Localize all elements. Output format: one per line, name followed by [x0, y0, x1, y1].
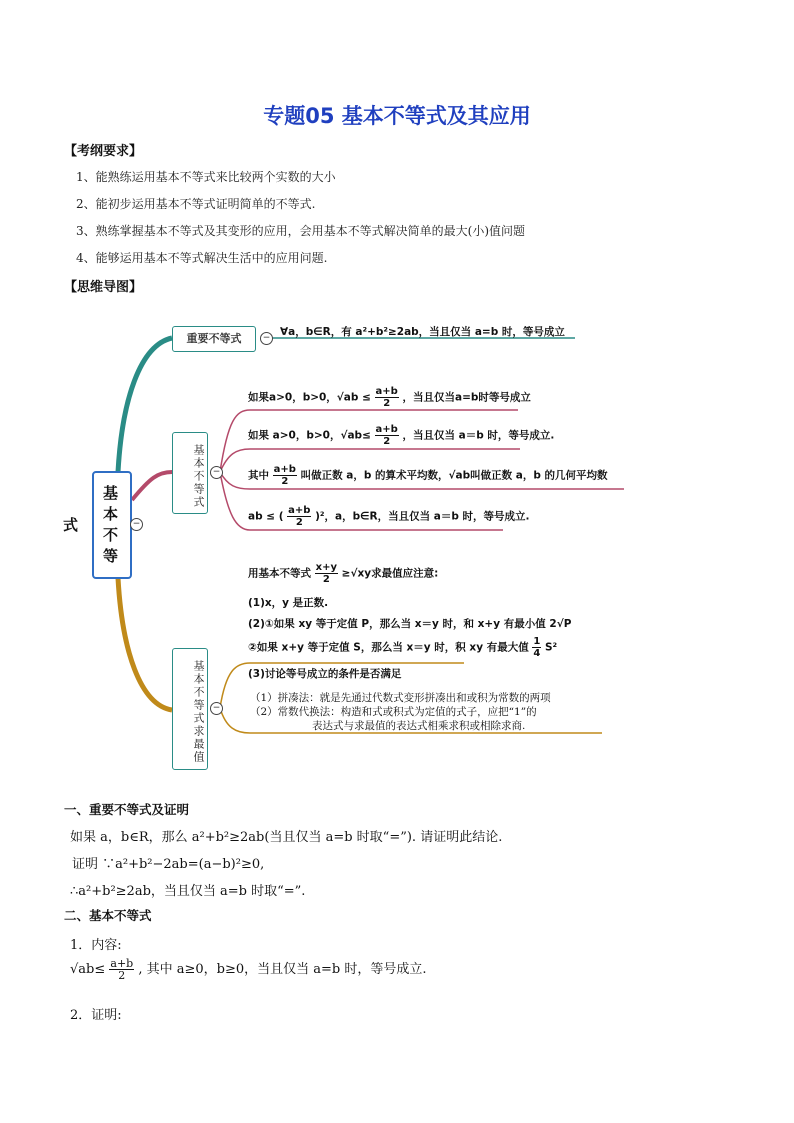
section2-content: √ab≤ $\frac{a+b}{2}$ , 其中 a≥0，b≥0，当且仅当 a=b 时，等号成立. [70, 957, 427, 982]
b2-line3: 其中 $\frac{a+b}{2}$ 叫做正数 a，b 的算术平均数，√ab叫做正数 a，b 的几何平均数 [248, 464, 608, 487]
branch-basic-inequality: 基本不等式 [172, 432, 208, 514]
section1-p1: 如果 a，b∈R，那么 a²+b²≥2ab(当且仅当 a=b 时取“=”). 请证明此结论. [70, 830, 503, 845]
section2-heading: 二、基本不等式 [64, 908, 152, 923]
b2-line2: 如果 a>0，b>0，√ab≤ $\frac{a+b}{2}$ ，当且仅当 a＝b 时，等号成立. [248, 424, 555, 447]
section2-item1: 1．内容: [70, 938, 122, 953]
b3-line4: ②如果 x+y 等于定值 S，那么当 x＝y 时，积 xy 有最大值 $\frac{1}{4}$ S² [248, 636, 558, 659]
collapse-icon[interactable]: − [130, 518, 143, 531]
branch-inequality-extremum: 基本不等式求最值 [172, 648, 208, 770]
section2-item2: 2．证明: [70, 1008, 122, 1023]
collapse-icon[interactable]: − [260, 332, 273, 345]
b3-line6: （1）拼凑法：就是先通过代数式变形拼凑出和或积为常数的两项 [250, 692, 551, 704]
requirements-heading: 【考纲要求】 [64, 144, 143, 159]
b3-line3: (2)①如果 xy 等于定值 P，那么当 x＝y 时，和 x+y 有最小值 2√P [248, 618, 572, 630]
section1-p2: 证明 ∵a²+b²−2ab=(a−b)²≥0, [72, 857, 265, 872]
b3-line1: 用基本不等式 $\frac{x+y}{2}$ ≥√xy求最值应注意: [248, 562, 439, 585]
section1-p3: ∴a²+b²≥2ab，当且仅当 a=b 时取“=”. [70, 884, 306, 899]
requirement-1: 1、能熟练运用基本不等式来比较两个实数的大小 [76, 170, 336, 184]
mindmap-heading: 【思维导图】 [64, 280, 143, 295]
b2-line4: ab ≤ ( $\frac{a+b}{2}$ )²，a，b∈R，当且仅当 a＝b 时，等号成立. [248, 505, 530, 528]
b3-line8: 表达式与求最值的表达式相乘求积或相除求商. [312, 720, 526, 732]
collapse-icon[interactable]: − [210, 466, 223, 479]
collapse-icon[interactable]: − [210, 702, 223, 715]
branch-important-inequality: 重要不等式 [172, 326, 256, 352]
b3-line7: （2）常数代换法：构造和式或积式为定值的式子，应把“1”的 [250, 706, 537, 718]
requirement-3: 3、熟练掌握基本不等式及其变形的应用，会用基本不等式解决简单的最大(小)值问题 [76, 224, 526, 238]
b2-line1: 如果a>0，b>0，√ab ≤ $\frac{a+b}{2}$ ，当且仅当a=b时等号成立 [248, 386, 531, 409]
requirement-4: 4、能够运用基本不等式解决生活中的应用问题. [76, 251, 328, 265]
b3-line2: (1)x，y 是正数. [248, 597, 329, 609]
page-title: 专题05 基本不等式及其应用 [263, 104, 531, 128]
branch1-text: ∀a，b∈R，有 a²+b²≥2ab，当且仅当 a=b 时，等号成立 [280, 326, 565, 338]
b3-line5: (3)讨论等号成立的条件是否满足 [248, 668, 402, 680]
section1-heading: 一、重要不等式及证明 [64, 802, 190, 817]
mindmap-root: 基本不等式 [92, 471, 132, 579]
requirement-2: 2、能初步运用基本不等式证明简单的不等式. [76, 197, 316, 211]
